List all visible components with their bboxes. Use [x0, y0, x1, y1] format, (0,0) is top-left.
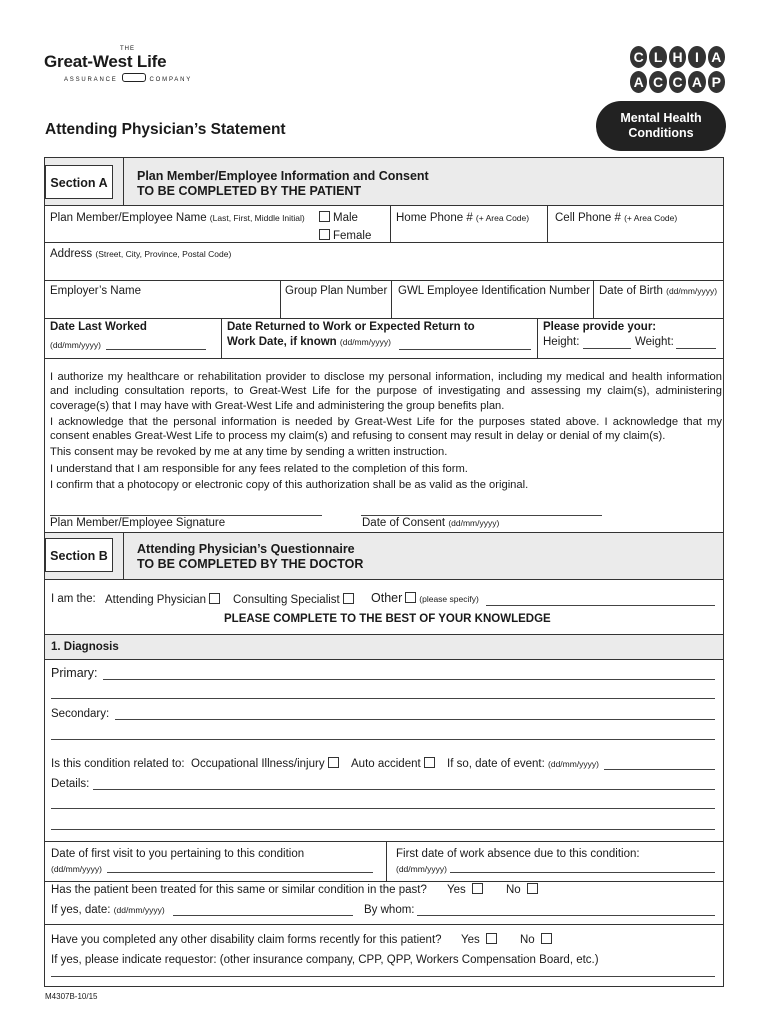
- section-b-subheading: TO BE COMPLETED BY THE DOCTOR: [137, 557, 364, 571]
- by-whom-label: By whom:: [364, 904, 415, 916]
- address-label: Address (Street, City, Province, Postal Code): [50, 248, 232, 260]
- clhia-letter: A: [708, 46, 725, 68]
- date-returned-field[interactable]: [399, 349, 531, 350]
- first-absence-field[interactable]: [450, 872, 715, 873]
- dlw-hint: (dd/mm/yyyy): [50, 340, 101, 350]
- clhia-letter: H: [669, 46, 686, 68]
- key-icon: [122, 73, 146, 82]
- date-event-field[interactable]: [604, 769, 715, 770]
- page-title: Attending Physician’s Statement: [45, 121, 286, 138]
- secondary-field[interactable]: [115, 719, 715, 720]
- treated-label: Has the patient been treated for this same or similar condition in the past?: [51, 884, 427, 896]
- consent-paragraph: I acknowledge that the personal information is needed by Great-West Life for the purposes stated above. I acknowledge that my consent enables Great-West Life to process my claim(s) and refusing to consent may result in delay or denial of my claim(s).: [50, 415, 722, 443]
- diagnosis-label: 1. Diagnosis: [51, 641, 119, 653]
- requestor-label: If yes, please indicate requestor: (other insurance company, CPP, QPP, Workers Compensation Board, etc.): [51, 954, 599, 966]
- clhia-letter: C: [669, 71, 686, 93]
- mental-health-badge: Mental Health Conditions: [596, 101, 726, 151]
- group-plan-label: Group Plan Number: [285, 285, 388, 297]
- treated-no-checkbox[interactable]: No: [506, 883, 541, 896]
- clhia-logo: [630, 46, 725, 96]
- date-last-worked-field[interactable]: [106, 349, 206, 350]
- secondary-label: Secondary:: [51, 708, 110, 720]
- section-a-label: Section A: [45, 165, 113, 199]
- employer-label: Employer’s Name: [50, 285, 141, 297]
- details-label: Details:: [51, 778, 90, 790]
- logo-subtitle: ASSURANCE COMPANY: [64, 73, 192, 83]
- home-phone-label: Home Phone # (+ Area Code): [396, 212, 530, 224]
- checkbox-icon: [405, 592, 416, 603]
- checkbox-icon: [328, 757, 339, 768]
- checkbox-icon: [424, 757, 435, 768]
- requestor-field[interactable]: [51, 976, 715, 977]
- company-logo: Great-West Life: [44, 52, 167, 71]
- section-b-heading: Attending Physician’s Questionnaire: [137, 542, 355, 556]
- checkbox-icon: [486, 933, 497, 944]
- attending-checkbox[interactable]: Attending Physician: [105, 593, 223, 606]
- if-yes-date-field[interactable]: [173, 915, 353, 916]
- claims-yes-checkbox[interactable]: Yes: [461, 933, 500, 946]
- details-field-3[interactable]: [51, 829, 715, 830]
- checkbox-icon: [319, 229, 330, 240]
- clhia-letter: I: [688, 46, 705, 68]
- other-checkbox[interactable]: Other (please specify): [371, 591, 479, 605]
- height-label: Height:: [543, 336, 580, 348]
- by-whom-field[interactable]: [417, 915, 715, 916]
- section-a-heading: Plan Member/Employee Information and Consent: [137, 169, 429, 183]
- checkbox-icon: [209, 593, 220, 604]
- first-absence-label: First date of work absence due to this condition:: [396, 848, 640, 860]
- logo-the: THE: [120, 46, 135, 52]
- form-code: M4307B-10/15: [45, 992, 98, 1001]
- checkbox-icon: [472, 883, 483, 894]
- primary-field[interactable]: [103, 679, 715, 680]
- height-field[interactable]: [583, 348, 631, 349]
- clhia-letter: C: [630, 46, 647, 68]
- consent-paragraph: I understand that I am responsible for any fees related to the completion of this form.: [50, 462, 468, 475]
- signature-field[interactable]: [50, 515, 322, 516]
- best-knowledge-note: PLEASE COMPLETE TO THE BEST OF YOUR KNOWLEDGE: [224, 613, 551, 625]
- date-event-label: If so, date of event: (dd/mm/yyyy): [447, 758, 600, 770]
- diagnosis-header: [45, 635, 723, 659]
- i-am-label: I am the:: [51, 593, 96, 605]
- clhia-letter: P: [708, 71, 725, 93]
- fa-hint: (dd/mm/yyyy): [396, 864, 447, 874]
- dob-label: Date of Birth (dd/mm/yyyy): [599, 285, 718, 297]
- checkbox-icon: [343, 593, 354, 604]
- claims-no-checkbox[interactable]: No: [520, 933, 555, 946]
- clhia-letter: A: [688, 71, 705, 93]
- weight-field[interactable]: [676, 348, 716, 349]
- clhia-letter: C: [649, 71, 666, 93]
- checkbox-icon: [527, 883, 538, 894]
- treated-yes-checkbox[interactable]: Yes: [447, 883, 486, 896]
- consent-paragraph: This consent may be revoked by me at any time by sending a written instruction.: [50, 446, 448, 459]
- name-label: Plan Member/Employee Name (Last, First, Middle Initial): [50, 212, 305, 224]
- date-last-worked-label: Date Last Worked: [50, 321, 147, 333]
- date-of-consent-label: Date of Consent (dd/mm/yyyy): [362, 517, 500, 529]
- please-provide-label: Please provide your:: [543, 321, 657, 333]
- fv-hint: (dd/mm/yyyy): [51, 864, 102, 874]
- gwl-id-label: GWL Employee Identification Number: [398, 285, 590, 297]
- date-returned-label: Date Returned to Work or Expected Return to: [227, 321, 475, 333]
- section-b-label: Section B: [45, 538, 113, 572]
- clhia-letter: A: [630, 71, 647, 93]
- other-claims-label: Have you completed any other disability claim forms recently for this patient?: [51, 934, 442, 946]
- consent-paragraph: I confirm that a photocopy or electronic copy of this authorization shall be as valid as the original.: [50, 479, 529, 492]
- checkbox-icon: [541, 933, 552, 944]
- female-checkbox[interactable]: Female: [316, 229, 371, 242]
- signature-label: Plan Member/Employee Signature: [50, 517, 226, 529]
- consulting-checkbox[interactable]: Consulting Specialist: [233, 593, 357, 606]
- consent-paragraph: I authorize my healthcare or rehabilitation provider to disclose my personal information, including my medical and health information and including consultation reports, to Great-West Life for the purpose of investigating and assessing my claim(s), administering coverage(s) that I may have with Great-West Life and administering the group benefits plan.: [50, 371, 722, 412]
- if-yes-date-label: If yes, date: (dd/mm/yyyy): [51, 904, 165, 916]
- primary-label: Primary:: [51, 666, 98, 680]
- other-specify-field[interactable]: [486, 605, 715, 606]
- consent-text: [50, 370, 722, 494]
- clhia-letter: L: [649, 46, 666, 68]
- details-field[interactable]: [93, 789, 715, 790]
- secondary-field-2[interactable]: [51, 739, 715, 740]
- first-visit-field[interactable]: [107, 872, 373, 873]
- checkbox-icon: [319, 211, 330, 222]
- primary-field-2[interactable]: [51, 698, 715, 699]
- details-field-2[interactable]: [51, 808, 715, 809]
- auto-accident-checkbox[interactable]: Auto accident: [351, 757, 438, 770]
- date-returned-label-2: Work Date, if known (dd/mm/yyyy): [227, 336, 391, 348]
- occupational-checkbox[interactable]: Occupational Illness/injury: [191, 757, 342, 770]
- first-visit-label: Date of first visit to you pertaining to this condition: [51, 848, 305, 860]
- weight-label: Weight:: [635, 336, 674, 348]
- section-b-header: [45, 533, 723, 579]
- date-of-consent-field[interactable]: [361, 515, 602, 516]
- male-checkbox[interactable]: Male: [316, 211, 358, 224]
- cell-phone-label: Cell Phone # (+ Area Code): [555, 212, 678, 224]
- section-a-subheading: TO BE COMPLETED BY THE PATIENT: [137, 184, 362, 198]
- related-label: Is this condition related to:: [51, 758, 185, 770]
